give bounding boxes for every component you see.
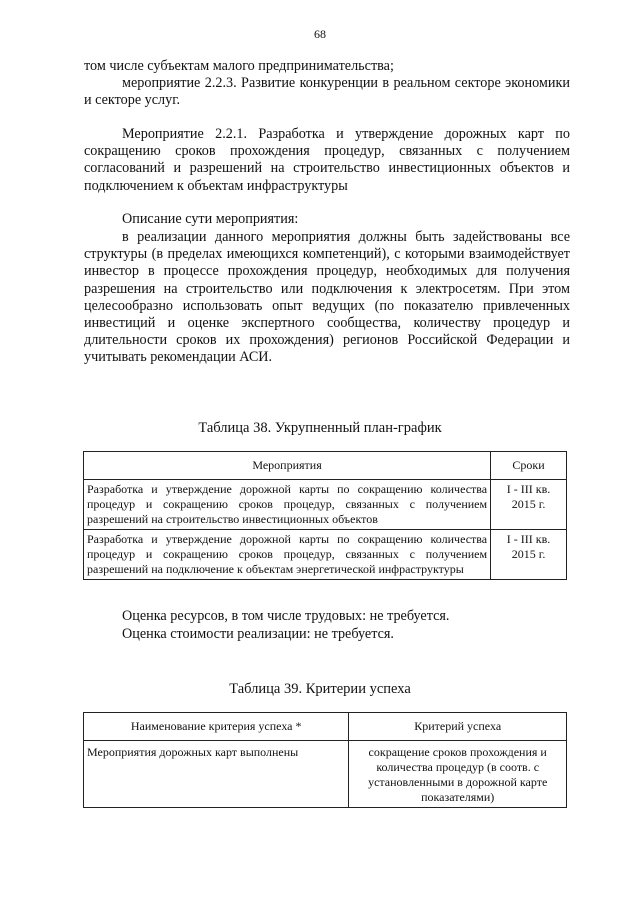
paragraph-measure-2-2-3: мероприятие 2.2.3. Развитие конкуренции в реальном секторе экономики и секторе услуг. <box>84 75 570 109</box>
activity-cell: Разработка и утверждение дорожной карты по сокращению количества процедур и сокращению сроков процедур, связанных с получением разрешений на строительство инвестиционных объектов <box>84 480 491 530</box>
cost-estimate: Оценка стоимости реализации: не требуется. <box>122 626 394 642</box>
term-cell: I - III кв. 2015 г. <box>491 530 567 580</box>
header-criterion-name: Наименование критерия успеха * <box>84 713 349 741</box>
paragraph-measure-2-2-1: Мероприятие 2.2.1. Разработка и утверждение дорожных карт по сокращению сроков прохождения процедур, связанных с получением согласований и разрешений на строительство инвестиционных объектов и подключением к объектам инфраструктуры <box>84 126 570 194</box>
paragraph-continuation: том числе субъектам малого предпринимательства; <box>84 58 394 74</box>
header-terms: Сроки <box>491 452 567 480</box>
header-criterion: Критерий успеха <box>349 713 567 741</box>
table-38-schedule <box>83 451 567 580</box>
table-38-caption: Таблица 38. Укрупненный план-график <box>198 420 442 436</box>
header-activities: Мероприятия <box>84 452 491 480</box>
table-39-caption: Таблица 39. Критерии успеха <box>229 681 411 697</box>
paragraph-description-body: в реализации данного мероприятия должны быть задействованы все структуры (в пределах имеющихся компетенций), с которыми взаимодействует инвестор в процессе прохождения процедур, необходимых для получения разрешения на строительство или подключения к электросетям. При этом целесообразно использовать опыт ведущих (по показателю привлеченных инвестиций и оценке экспертного сообщества, количеству процедур и длительности сроков их прохождения) регионов Российской Федерации и учитывать рекомендации АСИ. <box>84 229 570 366</box>
table-row <box>84 741 567 808</box>
page-number: 68 <box>314 27 326 41</box>
criterion-name-cell: Мероприятия дорожных карт выполнены <box>84 741 349 808</box>
activity-cell: Разработка и утверждение дорожной карты по сокращению количества процедур и сокращению сроков процедур, связанных с получением разрешений на подключение к объектам энергетической инфраструктуры <box>84 530 491 580</box>
table-39-success-criteria <box>83 712 567 808</box>
table-header-row <box>84 713 567 741</box>
paragraph-description-heading: Описание сути мероприятия: <box>122 211 299 227</box>
resources-estimate: Оценка ресурсов, в том числе трудовых: не требуется. <box>122 608 450 624</box>
criterion-cell: сокращение сроков прохождения и количества процедур (в соотв. с установленными в дорожной карте показателями) <box>349 741 567 808</box>
table-row <box>84 530 567 580</box>
term-cell: I - III кв. 2015 г. <box>491 480 567 530</box>
table-header-row <box>84 452 567 480</box>
table-row <box>84 480 567 530</box>
